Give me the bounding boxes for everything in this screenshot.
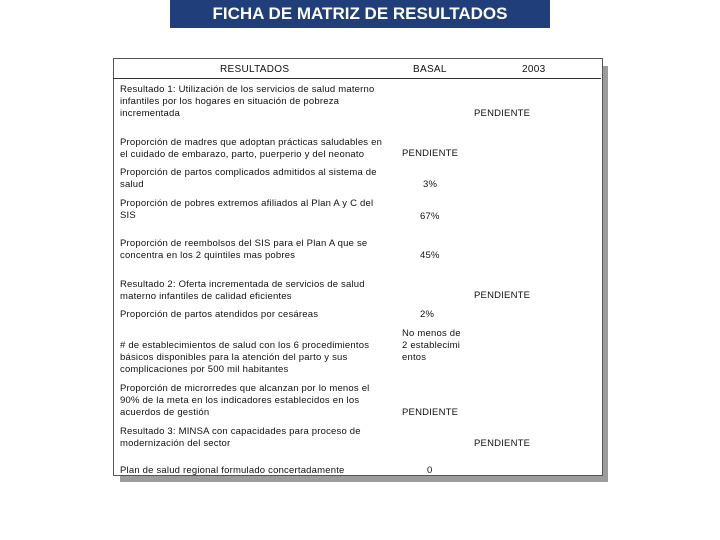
page-title: FICHA DE MATRIZ DE RESULTADOS xyxy=(170,0,550,28)
row-2003-value: PENDIENTE xyxy=(474,290,531,301)
row-label: Proporción de partos complicados admitidos al sistema de salud xyxy=(120,167,377,190)
row-label: Plan de salud regional formulado concertadamente xyxy=(120,465,345,476)
row-label: # de establecimientos de salud con los 6 procedimientos básicos disponibles para la atención del parto y sus complicaciones por 500 mil habitantes xyxy=(120,340,370,375)
row-baseline-value: PENDIENTE xyxy=(402,407,459,418)
header-year-2003: 2003 xyxy=(522,64,546,75)
row-label: Resultado 2: Oferta incrementada de servicios de salud materno infantiles de calidad eficientes xyxy=(120,279,365,302)
row-2003-value: PENDIENTE xyxy=(474,438,531,449)
row-label: Proporción de partos atendidos por cesáreas xyxy=(120,309,319,320)
row-baseline-value: 67% xyxy=(420,211,440,222)
table-header xyxy=(113,58,601,79)
row-baseline-value: 2% xyxy=(420,309,435,320)
row-baseline-value: 3% xyxy=(423,179,438,190)
row-baseline-value: 0 xyxy=(427,465,433,476)
row-label: Proporción de reembolsos del SIS para el Plan A que se concentra en los 2 quintiles mas pobres xyxy=(120,238,368,261)
header-baseline: BASAL xyxy=(413,64,447,75)
row-baseline-value: PENDIENTE xyxy=(402,148,459,159)
row-label: Proporción de microrredes que alcanzan por lo menos el 90% de la meta en los indicadores establecidos en los acuerdos de gestión xyxy=(120,383,370,418)
row-label: Resultado 3: MINSA con capacidades para proceso de modernización del sector xyxy=(120,426,361,449)
row-baseline-value: No menos de 2 establecimientos xyxy=(402,328,461,363)
row-2003-value: PENDIENTE xyxy=(474,108,531,119)
row-label: Resultado 1: Utilización de los servicios de salud materno infantiles por los hogares en situación de pobreza incrementada xyxy=(120,84,375,119)
row-label: Proporción de pobres extremos afiliados al Plan A y C del SIS xyxy=(120,198,374,221)
row-label: Proporción de madres que adoptan prácticas saludables en el cuidado de embarazo, parto, puerperio y del neonato xyxy=(120,137,383,160)
row-baseline-value: 45% xyxy=(420,250,440,261)
header-results: RESULTADOS xyxy=(220,64,290,75)
